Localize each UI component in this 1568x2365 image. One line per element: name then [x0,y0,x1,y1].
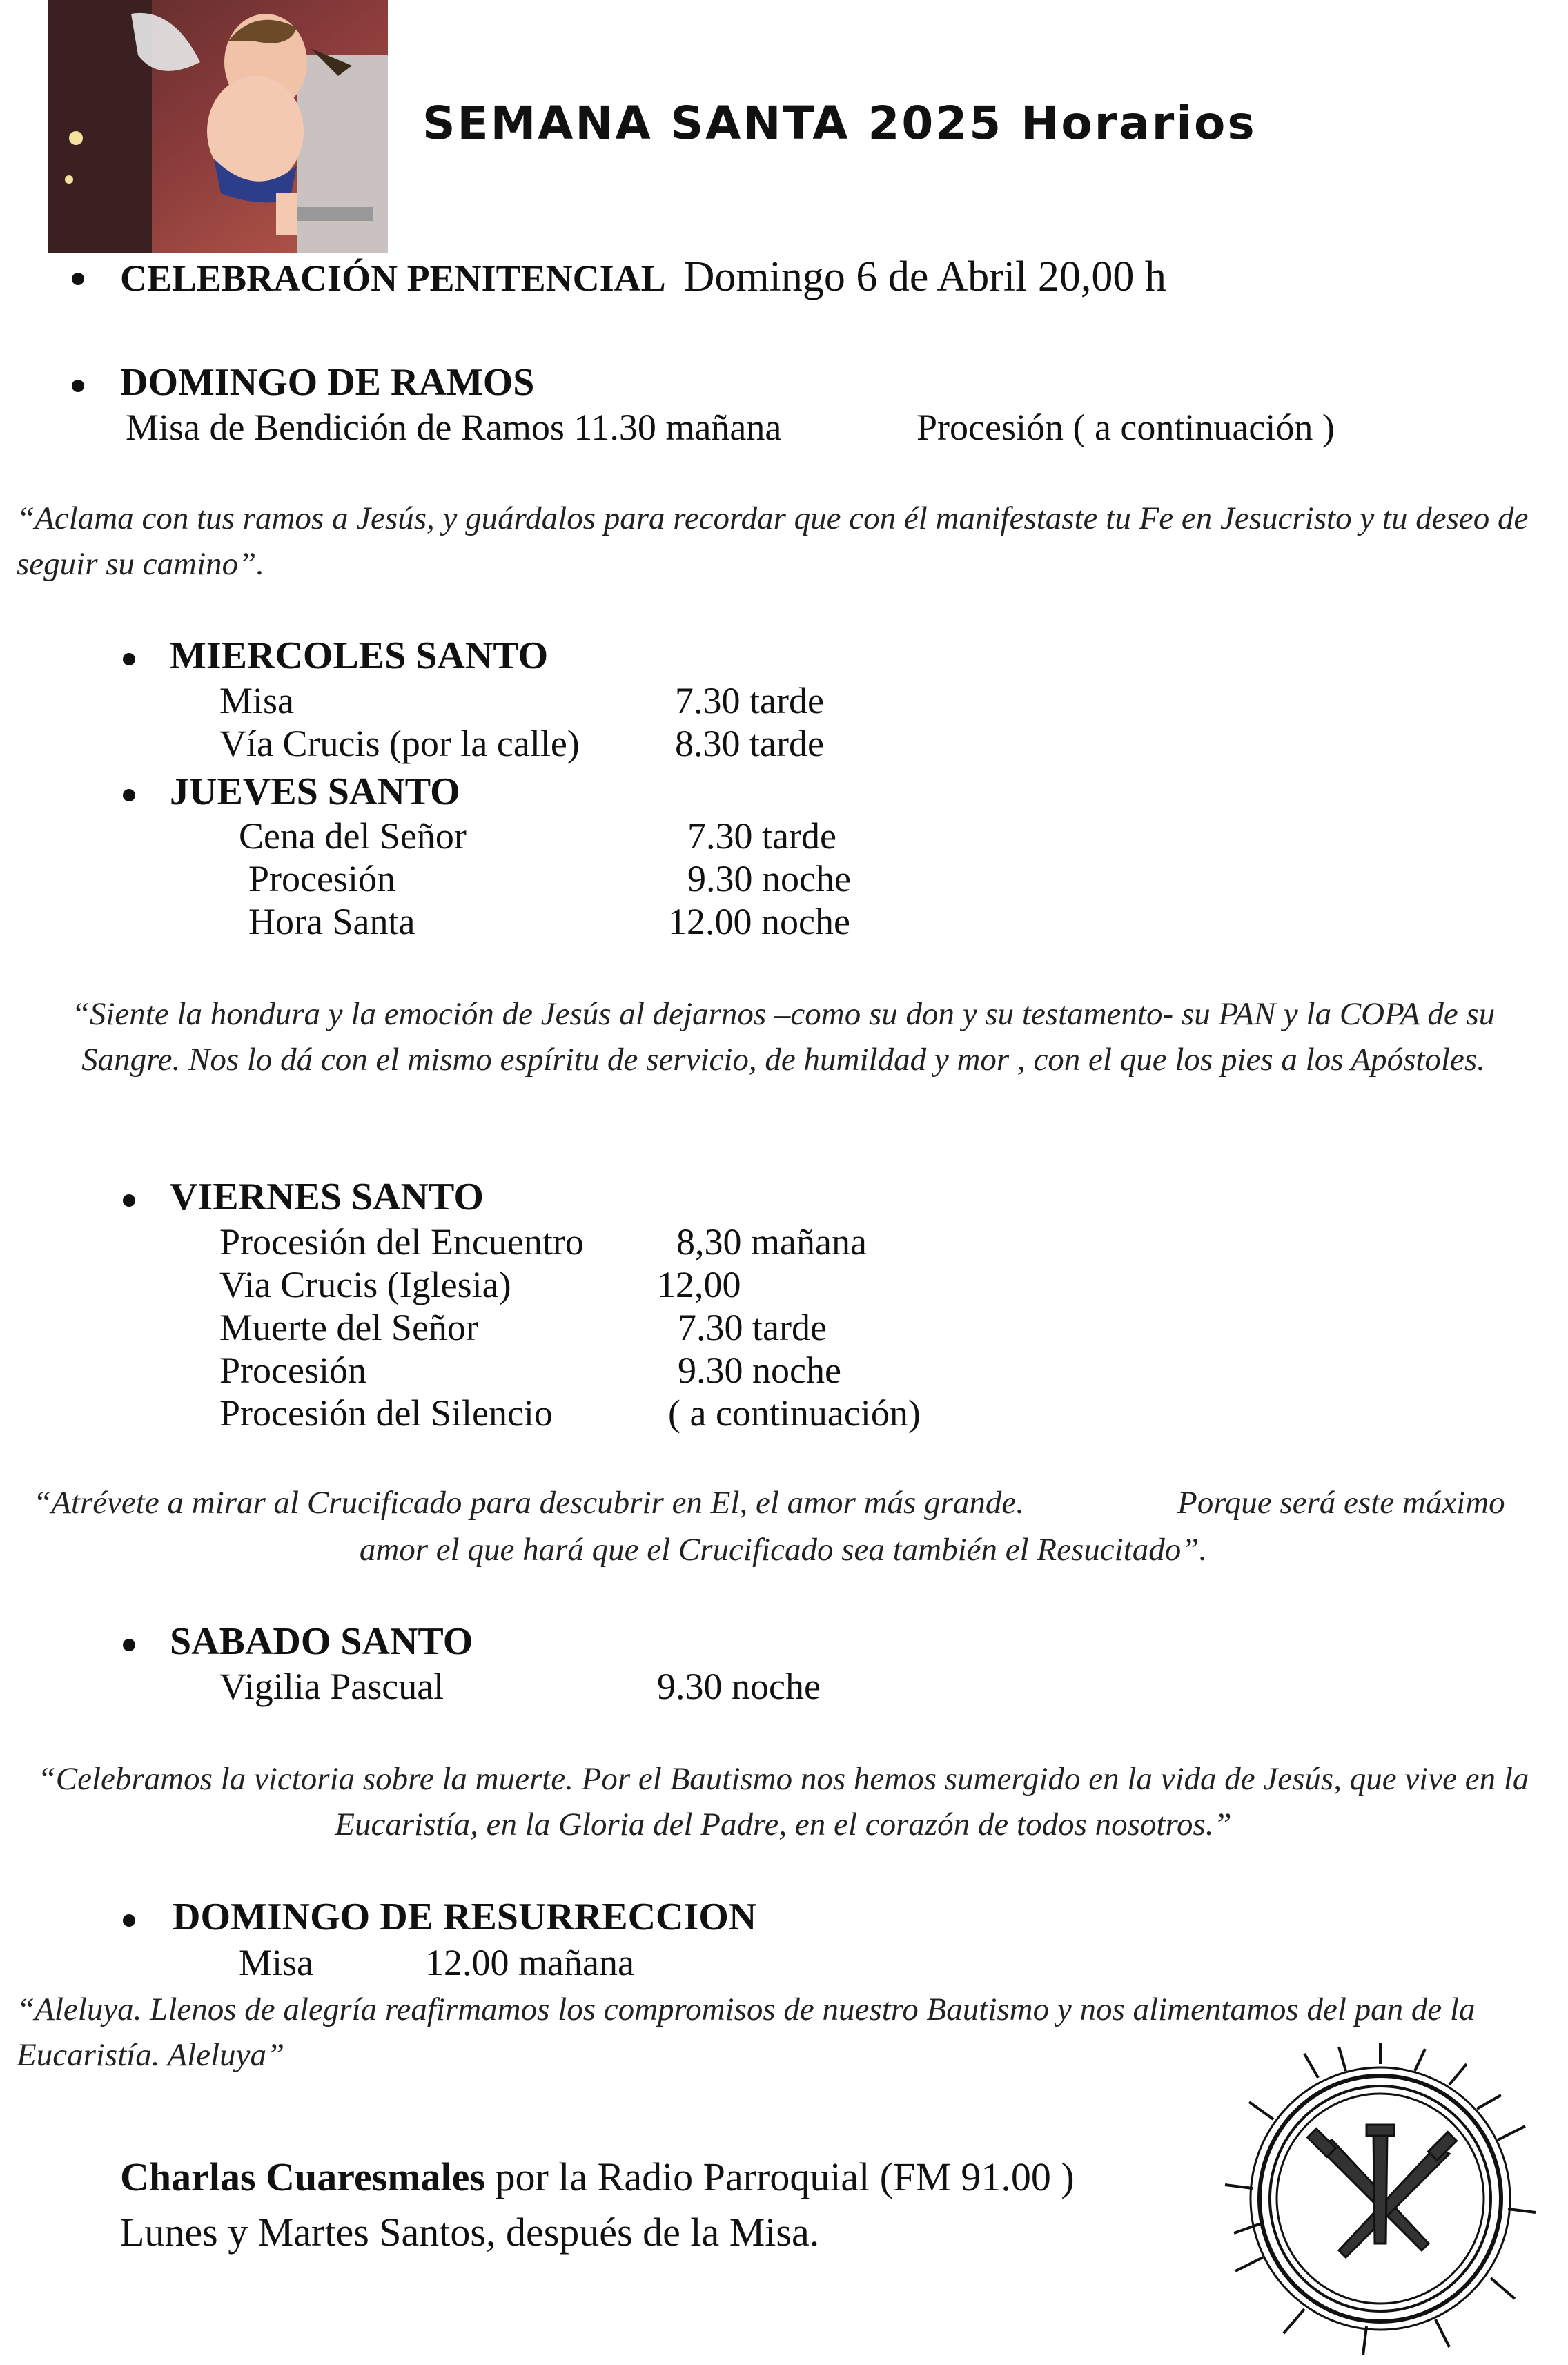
penitencial-value: Domingo 6 de Abril 20,00 h [683,253,1166,300]
miercoles-row-time: 8.30 tarde [675,723,824,764]
bullet [123,653,135,665]
bullet [72,273,84,285]
ramos-procesion: Procesión ( a continuación ) [917,407,1335,448]
jueves-row-name: Hora Santa [248,901,415,942]
page-title: SEMANA SANTA 2025 Horarios [422,97,1257,150]
viernes-row-time: 9.30 noche [678,1350,841,1391]
jueves-row-time: 9.30 noche [687,858,851,899]
resurreccion-heading: DOMINGO DE RESURRECCION [173,1896,757,1938]
viernes-row-name: Muerte del Señor [219,1307,478,1348]
ramos-heading: DOMINGO DE RAMOS [120,361,535,404]
sabado-row-name: Vigilia Pascual [219,1666,444,1707]
jueves-row-time: 12.00 noche [668,901,850,942]
jueves-row-time: 7.30 tarde [687,815,836,857]
ramos-line: Misa de Bendición de Ramos 11.30 mañana [126,407,782,448]
ramos-quote: “Aclama con tus ramos a Jesús, y guárdalos para recordar que con él manifestaste tu Fe en Jesucristo y tu deseo de seguir su camino”. [17,500,1529,582]
sabado-row-time: 9.30 noche [657,1666,821,1707]
charlas-radio: por la Radio Parroquial (FM 91.00 ) [484,2154,1075,2199]
sabado-heading: SABADO SANTO [170,1620,473,1663]
viernes-row-time: 12,00 [657,1264,741,1305]
angel-statue-photo [48,0,388,253]
viernes-quote-3: amor el que hará que el Crucificado sea también el Resucitado”. [359,1532,1208,1568]
penitencial-label: CELEBRACIÓN PENITENCIAL [120,257,666,299]
bullet [123,1914,135,1927]
charlas-line-1 [120,2154,1075,2200]
viernes-row-name: Procesión del Silencio [219,1392,553,1434]
miercoles-row-name: Vía Crucis (por la calle) [219,723,580,764]
viernes-quote-2: Porque será este máximo [1177,1485,1505,1521]
miercoles-heading: MIERCOLES SANTO [170,634,549,677]
resurreccion-quote: “Aleluya. Llenos de alegría reafirmamos los compromisos de nuestro Bautismo y nos alimentamos del pan de la Eucaristía. Aleluya” [17,1992,1476,2073]
viernes-heading: VIERNES SANTO [170,1176,484,1218]
jueves-row-name: Cena del Señor [239,815,467,857]
crown-of-thorns-icon [1222,2036,1539,2361]
viernes-row-time: ( a continuación) [668,1392,921,1434]
bullet [123,1194,135,1207]
bullet [123,1639,135,1651]
miercoles-row-time: 7.30 tarde [675,680,824,721]
jueves-quote: “Siente la hondura y la emoción de Jesús al dejarnos –como su don y su testamento- su PAN y la COPA de su Sangre. Nos lo dá con el mismo espíritu de servicio, de humildad y mor , con el que los pies a los Apóstoles. [71,996,1496,1078]
resurreccion-row-name: Misa [239,1942,313,1983]
jueves-row-name: Procesión [248,858,395,899]
sabado-quote: “Celebramos la victoria sobre la muerte. Por el Bautismo nos hemos sumergido en la vida de Jesús, que vive en la Eucaristía, en la Gloria del Padre, en el corazón de todos nosotros.” [37,1761,1529,1842]
penitencial-row [120,253,1166,302]
jueves-heading: JUEVES SANTO [170,770,460,813]
viernes-row-name: Procesión del Encuentro [219,1221,584,1263]
viernes-row-name: Via Crucis (Iglesia) [219,1264,511,1305]
miercoles-row-name: Misa [219,680,294,721]
viernes-row-time: 8,30 mañana [676,1221,867,1263]
bullet [123,789,135,801]
viernes-quote-1: “Atrévete a mirar al Crucificado para descubrir en El, el amor más grande. [33,1485,1024,1521]
viernes-row-time: 7.30 tarde [678,1307,827,1348]
viernes-row-name: Procesión [219,1350,366,1391]
resurreccion-row-time: 12.00 mañana [425,1942,634,1983]
charlas-line-2: Lunes y Martes Santos, después de la Misa. [120,2210,820,2255]
charlas-title: Charlas Cuaresmales [120,2154,485,2199]
bullet [72,380,84,392]
